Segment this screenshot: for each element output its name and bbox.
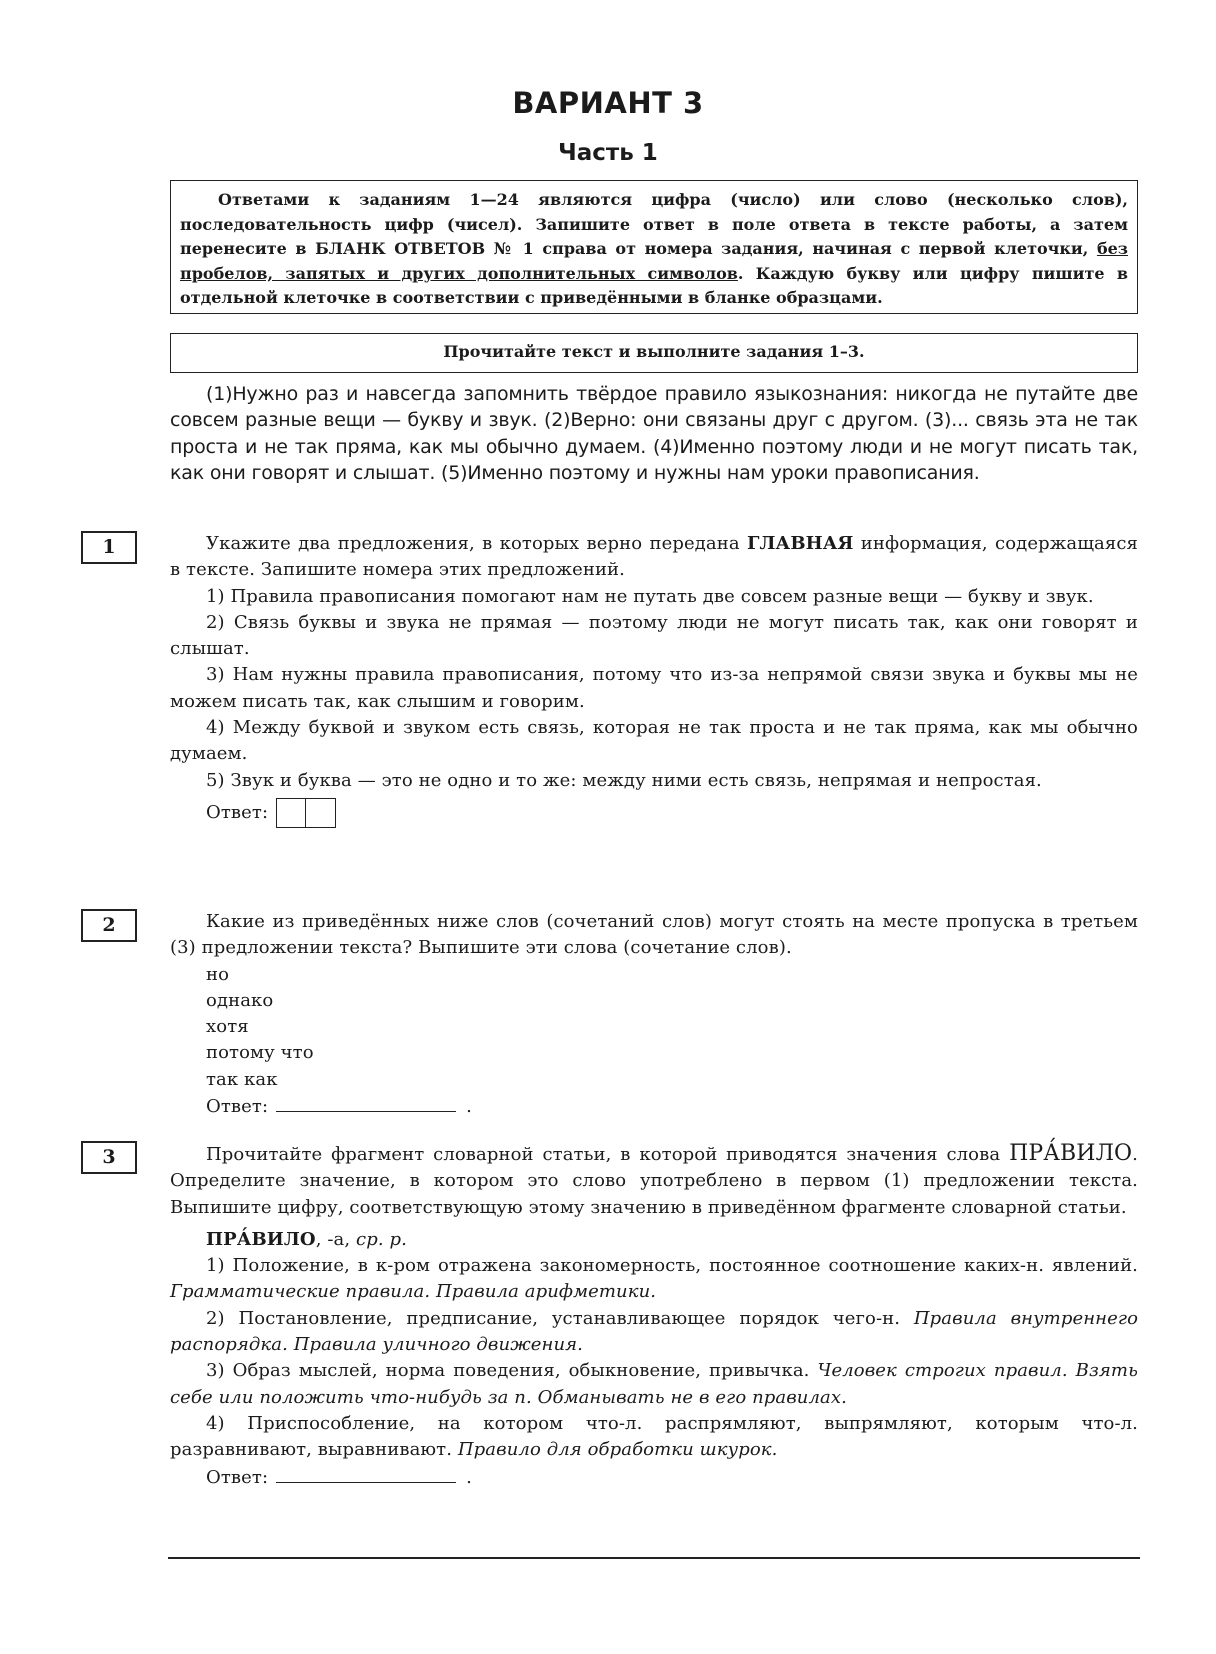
dictionary-pos: ср. р. (356, 1228, 407, 1250)
dictionary-grammar: , -а, (315, 1228, 357, 1250)
task-number-3: 3 (81, 1141, 137, 1174)
task-1-option: 4) Между буквой и звуком есть связь, которая не так проста и не так пряма, как мы обычно думаем. (170, 717, 1138, 765)
task-3-prompt-a: Прочитайте фрагмент словарной статьи, в которой приводятся значения слова (206, 1144, 1010, 1165)
word-option: так как (206, 1068, 278, 1090)
task-1-prompt-bold: ГЛАВНАЯ (747, 533, 854, 554)
meaning-text: 3) Образ мыслей, норма поведения, обыкновение, привычка. (206, 1360, 818, 1382)
meaning-example: Грамматические правила. Правила арифметики. (170, 1281, 657, 1303)
answer-line[interactable] (276, 1093, 456, 1112)
answer-line[interactable] (276, 1464, 456, 1483)
meaning-text: 1) Положение, в к-ром отражена закономерность, постоянное соотношение каких-н. явлений. (206, 1255, 1138, 1277)
task-1-option: 2) Связь буквы и звука не прямая — поэтому люди не могут писать так, как они говорят и слышат. (170, 611, 1138, 660)
task-1-prompt-a: Укажите два предложения, в которых верно передана (206, 533, 748, 554)
task-1-option: 5) Звук и буква — это не одно и то же: между ними есть связь, непрямая и непростая. (206, 769, 1042, 791)
read-prompt-box: Прочитайте текст и выполните задания 1–3. (170, 333, 1138, 373)
answer-end: . (466, 1096, 472, 1118)
variant-title: ВАРИАНТ 3 (512, 86, 704, 120)
meaning-text: 4) Приспособление, на котором что-л. распрямляют, выпрямляют, которым что-л. разравнивают, выравнивают. (170, 1412, 1138, 1461)
meaning-text: 2) Постановление, предписание, устанавливающее порядок чего-н. (206, 1307, 914, 1329)
bottom-rule (168, 1557, 1140, 1559)
answer-cells[interactable] (276, 798, 336, 828)
meaning-example: Правила внутреннего распорядка. Правила уличного движения. (170, 1307, 1139, 1356)
word-option: потому что (206, 1042, 314, 1064)
word-option: хотя (206, 1016, 249, 1038)
task-2 (170, 909, 1138, 1120)
dictionary-headword: ПРА́ВИЛО (206, 1228, 316, 1250)
task-3-prompt-b: . Определите значение, в котором это слово употреблено в первом (1) предложении текста. Выпишите цифру, соответствующую этому значению в приведённом фрагменте словарной статьи. (170, 1144, 1138, 1218)
task-number-1: 1 (81, 531, 137, 564)
task-1-option: 3) Нам нужны правила правописания, потому что из-за непрямой связи звука и буквы мы не можем писать так, как слышим и говорим. (170, 664, 1138, 712)
task-3 (170, 1141, 1138, 1491)
answer-label: Ответ: (206, 1096, 269, 1118)
answer-cell[interactable] (276, 798, 306, 828)
instructions-box (170, 180, 1138, 314)
answer-label: Ответ: (206, 1466, 269, 1488)
word-option: однако (206, 989, 274, 1011)
instructions-underlined: без пробелов, запятых и других дополнительных символов (180, 239, 1128, 283)
word-option: но (206, 963, 230, 985)
task-1-prompt-b: информация, содержащаяся в тексте. Запишите номера этих предложений. (170, 533, 1138, 581)
source-text (170, 381, 1138, 486)
source-text-body: (1)Нужно раз и навсегда запомнить твёрдое правило языкознания: никогда не путайте две совсем разные вещи — букву и звук. (2)Верно: они связаны друг с другом. (3)... связь эта не так проста и не так пряма, как мы обычно думаем. (4)Именно поэтому люди и не могут писать так, как они говорят и слышат. (5)Именно поэтому и нужны нам уроки правописания. (170, 383, 1138, 484)
answer-label: Ответ: (206, 801, 269, 823)
instructions-text-b: . Каждую букву или цифру пишите в отдельной клеточке в соответствии с приведёнными в бланке образцами. (180, 263, 1129, 307)
instructions-text-a: Ответами к заданиям 1—24 являются цифра (число) или слово (несколько слов), последовательность цифр (чисел). Запишите ответ в поле ответа в тексте работы, а затем перенесите в БЛАНК ОТВЕТОВ № 1 справа от номера задания, начиная с первой клеточки, (180, 190, 1128, 258)
meaning-example: Правило для обработки шкурок. (457, 1439, 778, 1461)
task-1 (170, 531, 1138, 828)
part-title: Часть 1 (558, 140, 658, 166)
meaning-example: Человек строгих правил. Взять себе или положить что-нибудь за п. Обманывать не в его правилах. (170, 1360, 1138, 1408)
task-3-word: ПРА́ВИЛО (1009, 1141, 1133, 1166)
answer-cell[interactable] (306, 798, 336, 828)
answer-end: . (466, 1466, 472, 1488)
task-number-2: 2 (81, 909, 137, 942)
task-2-prompt: Какие из приведённых ниже слов (сочетаний слов) могут стоять на месте пропуска в третьем (3) предложении текста? Выпишите эти слова (сочетание слов). (170, 911, 1138, 959)
task-1-option: 1) Правила правописания помогают нам не путать две совсем разные вещи — букву и звук. (206, 585, 1094, 607)
